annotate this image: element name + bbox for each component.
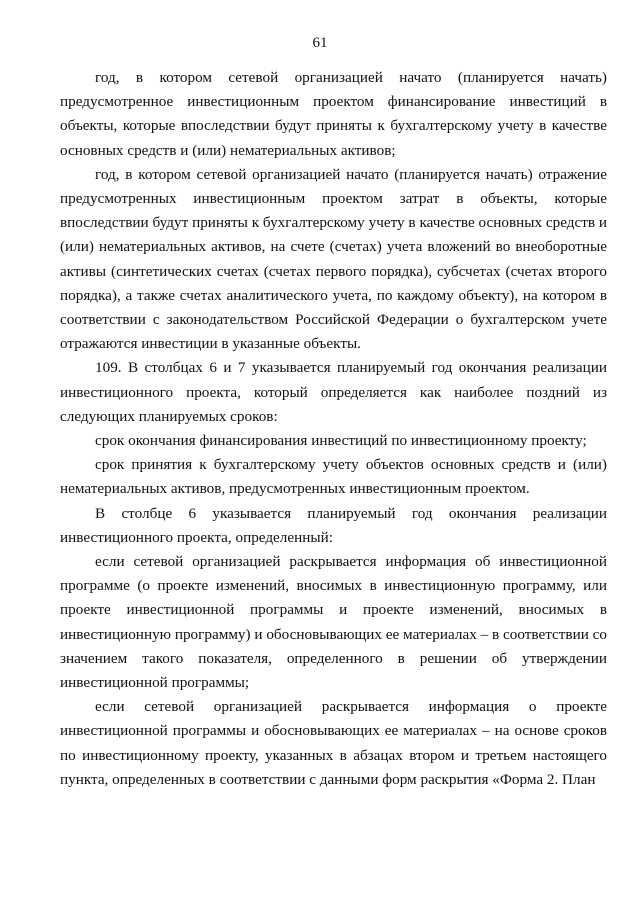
paragraph-4: срок окончания финансирования инвестиций по инвестиционному проекту; [95,432,587,450]
paragraph-2: год, в котором сетевой организацией начато (планируется начать) отражение предусмотренных инвестиционным проектом затрат в объекты, которые впоследствии будут приняты к бухгалтерскому учету в качестве основных средств и (или) нематериальных активов, на счете (счетах) учета вложений во внеоборотные активы (синтетических счетах (счетах первого порядка), субсчетах (счетах второго порядка), а также счетах аналитического учета, по каждому объекту), на котором в соответствии с законодательством Российской Федерации о бухгалтерском учете отражаются инвестиции в указанные объекты. [60,165,607,353]
document-body [60,66,607,792]
paragraph-3: 109. В столбцах 6 и 7 указывается планируемый год окончания реализации инвестиционного проекта, который определяется как наиболее поздний из следующих планируемых сроков: [60,359,607,425]
paragraph-5: срок принятия к бухгалтерскому учету объектов основных средств и (или) нематериальных активов, предусмотренных инвестиционным проектом. [60,456,607,498]
paragraph-7: если сетевой организацией раскрывается информация об инвестиционной программе (о проекте изменений, вносимых в инвестиционную программу, или проекте инвестиционной программы и проекте изменений, вносимых в инвестиционную программу) и обосновывающих ее материалах – в соответствии со значением такого показателя, определенного в решении об утверждении инвестиционной программы; [60,553,607,692]
paragraph-1: год, в котором сетевой организацией начато (планируется начать) предусмотренное инвестиционным проектом финансирование инвестиций в объекты, которые впоследствии будут приняты к бухгалтерскому учету в качестве основных средств и (или) нематериальных активов; [60,69,607,159]
paragraph-6: В столбце 6 указывается планируемый год окончания реализации инвестиционного проекта, определенный: [60,504,607,546]
paragraph-8: если сетевой организацией раскрывается информация о проекте инвестиционной программы и обосновывающих ее материалах – на основе сроков по инвестиционному проекту, указанных в абзацах втором и третьем настоящего пункта, определенных в соответствии с данными форм раскрытия «Форма 2. План [60,698,607,788]
page-number: 61 [312,35,328,51]
